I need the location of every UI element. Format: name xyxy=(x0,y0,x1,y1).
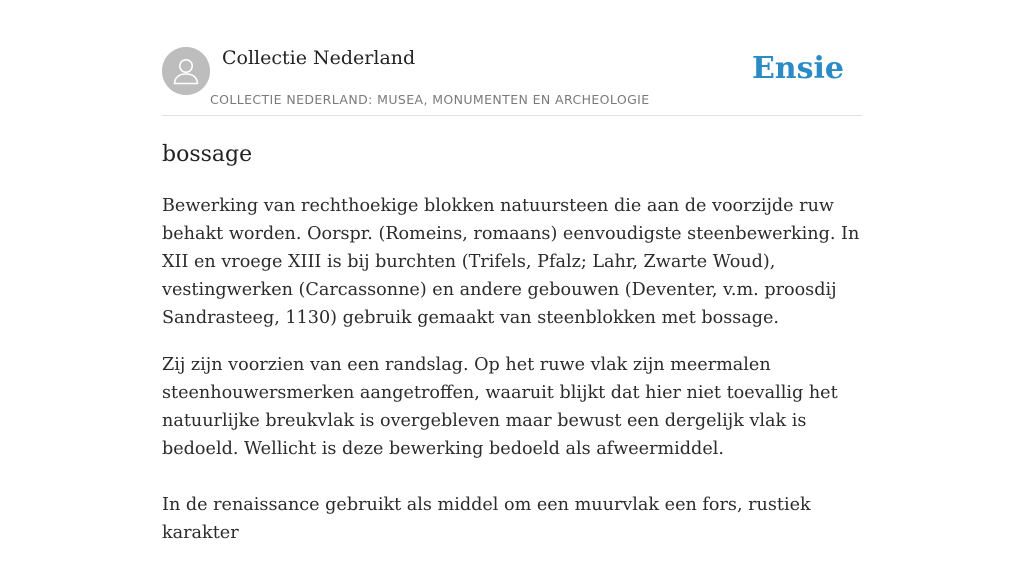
author-avatar[interactable] xyxy=(162,47,210,95)
author-name[interactable]: Collectie Nederland xyxy=(222,47,416,69)
article-header xyxy=(162,0,862,116)
page-title: bossage xyxy=(162,142,253,167)
user-silhouette-icon xyxy=(162,47,210,95)
article-paragraph: In de renaissance gebruikt als middel om een muurvlak een fors, rustiek karakter xyxy=(162,495,811,543)
article xyxy=(162,0,862,543)
source-label[interactable]: COLLECTIE NEDERLAND: MUSEA, MONUMENTEN EN ARCHEOLOGIE xyxy=(210,92,650,107)
article-paragraph: Zij zijn voorzien van een randslag. Op het ruwe vlak zijn meermalen steenhouwersmerken aangetroffen, waaruit blijkt dat hier niet toevallig het natuurlijke breukvlak is overgebleven maar bewust een dergelijk vlak is bedoeld. Wellicht is deze bewerking bedoeld als afweermiddel. xyxy=(162,355,838,459)
ensie-logo[interactable]: Ensie xyxy=(751,51,844,86)
article-body xyxy=(162,192,862,566)
article-paragraph: Bewerking van rechthoekige blokken natuursteen die aan de voorzijde ruw behakt worden. Oorspr. (Romeins, romaans) eenvoudigste steenbewerking. In XII en vroege XIII is bij burchten (Trifels, Pfalz; Lahr, Zwarte Woud), vestingwerken (Carcassonne) en andere gebouwen (Deventer, v.m. proosdij Sandrasteeg, 1130) gebruik gemaakt van steenblokken met bossage. xyxy=(162,196,860,328)
